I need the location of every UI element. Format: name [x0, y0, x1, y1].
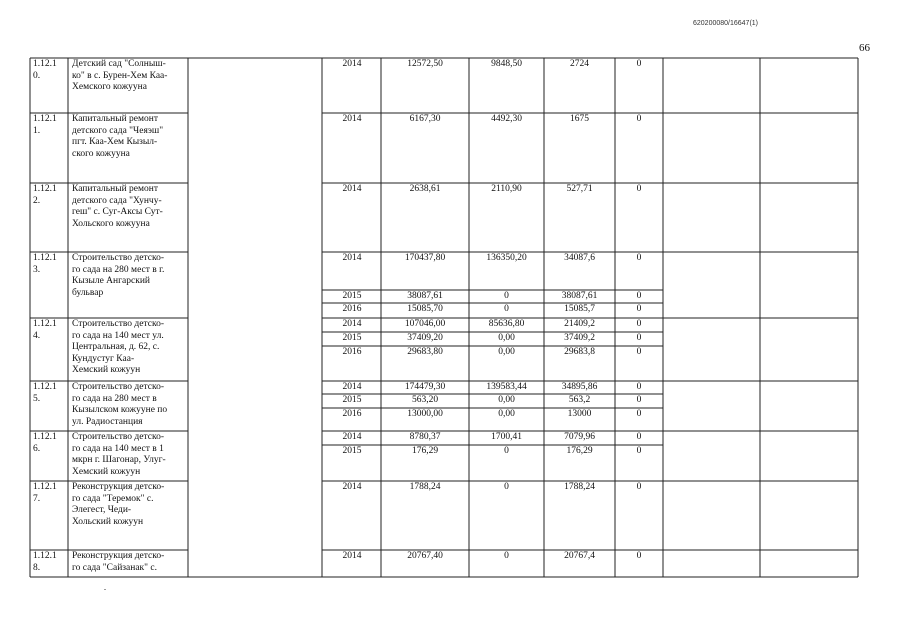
total-cell: 2638,61: [409, 184, 441, 194]
item-description: Детский сад "Солныш- ко" в с. Бурен-Хем Каа- Хемского кожууна: [72, 59, 168, 92]
item-description: Строительство детско- го сада на 140 мест ул. Центральная, д. 62, с. Кундустуг Каа- Хемский кожуун: [72, 319, 164, 375]
federal-cell: 0,00: [498, 347, 515, 357]
year-cell: 2015: [342, 333, 362, 343]
total-cell: 15085,70: [407, 304, 443, 314]
document-id: 620200080/16647(1): [693, 20, 759, 27]
total-cell: 12572,50: [407, 59, 443, 69]
other-cell: 0: [636, 319, 642, 329]
federal-cell: 0,00: [498, 333, 515, 343]
total-cell: 37409,20: [407, 333, 443, 343]
item-description: Реконструкция детско- го сада "Сайзанак" с.: [72, 551, 165, 573]
total-cell: 13000,00: [407, 409, 443, 419]
federal-cell: 0: [504, 291, 509, 301]
item-code: 1.12.1 0.: [33, 59, 57, 81]
scan-speck: [104, 589, 106, 590]
year-cell: 2015: [342, 446, 362, 456]
regional-cell: 21409,2: [564, 319, 595, 329]
total-cell: 29683,80: [407, 347, 443, 357]
regional-cell: 15085,7: [564, 304, 595, 314]
total-cell: 176,29: [411, 446, 439, 456]
other-cell: 0: [636, 395, 642, 405]
regional-cell: 29683,8: [564, 347, 595, 357]
total-cell: 6167,30: [409, 114, 441, 124]
regional-cell: 1675: [570, 114, 589, 124]
item-description: Реконструкция детско- го сада "Теремок" с. Элегест, Чеди- Хольский кожуун: [72, 482, 165, 527]
year-cell: 2014: [342, 482, 362, 492]
regional-cell: 34895,86: [561, 382, 598, 392]
other-cell: 0: [636, 347, 642, 357]
total-cell: 563,20: [411, 395, 439, 405]
total-cell: 38087,61: [407, 291, 443, 301]
federal-cell: 9848,50: [491, 59, 522, 69]
other-cell: 0: [636, 114, 642, 124]
regional-cell: 38087,61: [561, 291, 598, 301]
regional-cell: 7079,96: [564, 432, 595, 442]
item-description: Строительство детско- го сада на 140 мест в 1 мкрн г. Шагонар, Улуг- Хемский кожуун: [72, 432, 166, 477]
other-cell: 0: [636, 482, 642, 492]
item-description: Капитальный ремонт детского сада "Хунчу- геш" с. Суг-Аксы Сут- Хольского кожууна: [72, 184, 163, 229]
other-cell: 0: [636, 432, 642, 442]
other-cell: 0: [636, 333, 642, 343]
other-cell: 0: [636, 253, 642, 263]
item-code: 1.12.1 1.: [33, 114, 57, 136]
regional-cell: 1788,24: [564, 482, 595, 492]
regional-cell: 563,2: [568, 395, 591, 405]
other-cell: 0: [636, 409, 642, 419]
total-cell: 1788,24: [409, 482, 441, 492]
item-code: 1.12.1 5.: [33, 382, 57, 404]
federal-cell: 0: [504, 482, 509, 492]
year-cell: 2014: [342, 253, 362, 263]
other-cell: 0: [636, 59, 642, 69]
page-number: 66: [859, 42, 870, 54]
total-cell: 8780,37: [409, 432, 441, 442]
regional-cell: 20767,4: [564, 551, 595, 561]
regional-cell: 34087,6: [564, 253, 595, 263]
year-cell: 2014: [342, 184, 362, 194]
federal-cell: 0: [504, 446, 509, 456]
federal-cell: 139583,44: [486, 382, 527, 392]
item-code: 1.12.1 7.: [33, 482, 57, 504]
year-cell: 2014: [342, 382, 362, 392]
federal-cell: 0: [504, 551, 509, 561]
item-code: 1.12.1 6.: [33, 432, 57, 454]
year-cell: 2016: [342, 347, 362, 357]
total-cell: 20767,40: [407, 551, 443, 561]
federal-cell: 0: [504, 304, 509, 314]
federal-cell: 4492,30: [491, 114, 522, 124]
federal-cell: 0,00: [498, 409, 515, 419]
other-cell: 0: [636, 551, 642, 561]
other-cell: 0: [636, 382, 642, 392]
year-cell: 2014: [342, 551, 362, 561]
year-cell: 2015: [342, 395, 362, 405]
regional-cell: 176,29: [566, 446, 593, 456]
item-code: 1.12.1 3.: [33, 253, 57, 275]
federal-cell: 0,00: [498, 395, 515, 405]
item-code: 1.12.1 4.: [33, 319, 57, 341]
federal-cell: 85636,80: [488, 319, 525, 329]
federal-cell: 2110,90: [491, 184, 522, 194]
total-cell: 174479,30: [404, 382, 446, 392]
other-cell: 0: [636, 446, 642, 456]
item-description: Строительство детско- го сада на 280 мест в г. Кызыле Ангарский бульвар: [72, 253, 165, 298]
item-code: 1.12.1 8.: [33, 551, 57, 573]
total-cell: 170437,80: [404, 253, 446, 263]
year-cell: 2014: [342, 59, 362, 69]
item-description: Строительство детско- го сада на 280 мест в Кызылском кожууне по ул. Радиостанция: [72, 382, 168, 427]
year-cell: 2014: [342, 114, 362, 124]
other-cell: 0: [636, 184, 642, 194]
regional-cell: 13000: [567, 409, 592, 419]
year-cell: 2014: [342, 432, 362, 442]
regional-cell: 2724: [570, 59, 589, 69]
year-cell: 2015: [342, 291, 362, 301]
item-code: 1.12.1 2.: [33, 184, 57, 206]
regional-cell: 527,71: [566, 184, 593, 194]
year-cell: 2016: [342, 409, 362, 419]
other-cell: 0: [636, 291, 642, 301]
item-description: Капитальный ремонт детского сада "Чеяэш" пгт. Каа-Хем Кызыл- ского кожууна: [72, 114, 164, 159]
federal-cell: 136350,20: [486, 253, 527, 263]
year-cell: 2016: [342, 304, 362, 314]
other-cell: 0: [636, 304, 642, 314]
total-cell: 107046,00: [404, 319, 446, 329]
federal-cell: 1700,41: [491, 432, 522, 442]
year-cell: 2014: [342, 319, 362, 329]
regional-cell: 37409,2: [564, 333, 595, 343]
